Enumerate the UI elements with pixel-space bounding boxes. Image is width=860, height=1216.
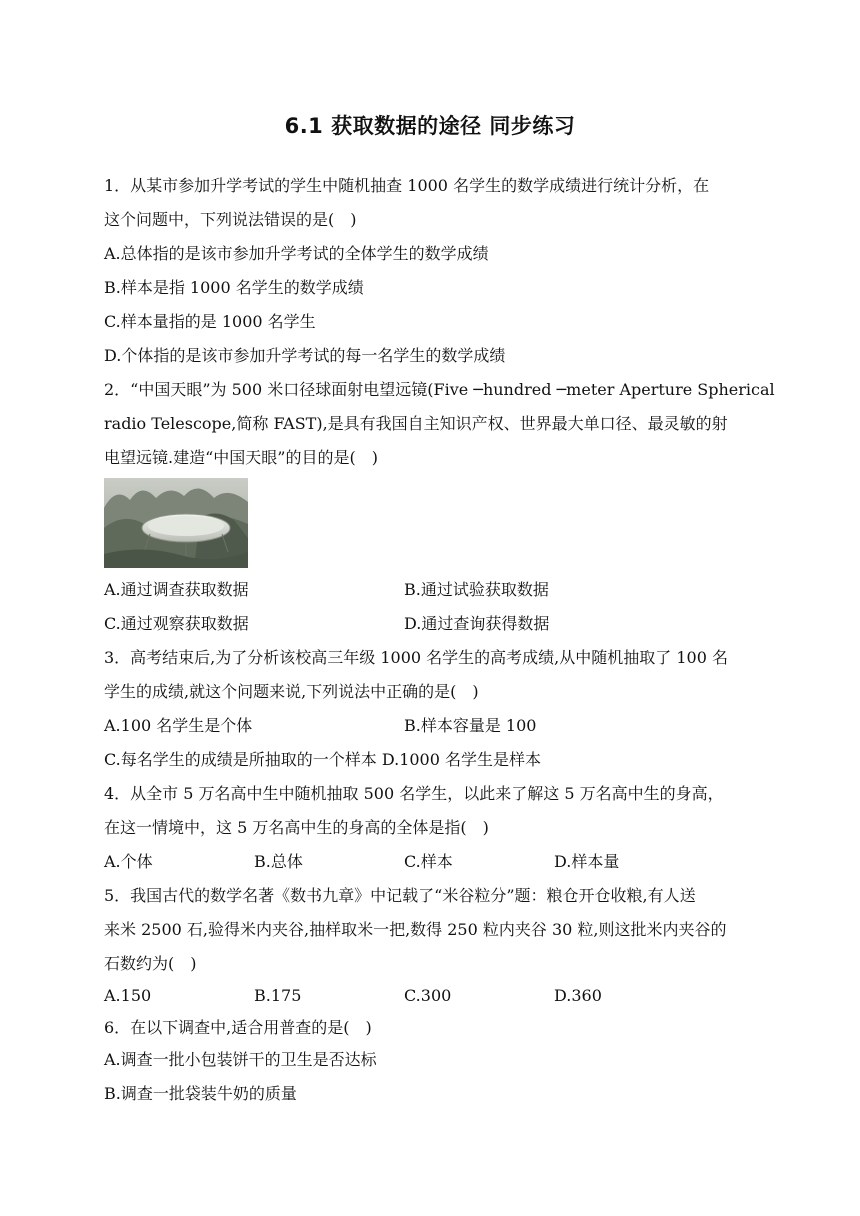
q2-option-b: B.通过试验获取数据 [404, 580, 549, 599]
q5-option-c: C.300 [404, 986, 452, 1005]
q6-option-a: A.调查一批小包装饼干的卫生是否达标 [104, 1050, 377, 1069]
q3-option-a: A.100 名学生是个体 [104, 716, 253, 735]
q1-option-b: B.样本是指 1000 名学生的数学成绩 [104, 278, 364, 297]
q2-stem-line2: radio Telescope,简称 FAST),是具有我国自主知识产权、世界最大单口径、最灵敏的射 [104, 414, 728, 433]
q3-stem-line1: 3．高考结束后,为了分析该校高三年级 1000 名学生的高考成绩,从中随机抽取了 100 名 [104, 648, 728, 667]
q1-stem-line1: 1．从某市参加升学考试的学生中随机抽查 1000 名学生的数学成绩进行统计分析，在 [104, 176, 710, 195]
q4-option-d: D.样本量 [554, 852, 620, 871]
q3-option-b: B.样本容量是 100 [404, 716, 537, 735]
q5-stem-line1: 5．我国古代的数学名著《数书九章》中记载了“米谷粒分”题：粮仓开仓收粮,有人送 [104, 886, 696, 905]
q5-option-b: B.175 [254, 986, 302, 1005]
q3-stem-line2: 学生的成绩,就这个问题来说,下列说法中正确的是( ) [104, 682, 479, 701]
q1-option-d: D.个体指的是该市参加升学考试的每一名学生的数学成绩 [104, 346, 506, 365]
q1-option-c: C.样本量指的是 1000 名学生 [104, 312, 316, 331]
fast-telescope-photo [104, 478, 248, 568]
q1-option-a: A.总体指的是该市参加升学考试的全体学生的数学成绩 [104, 244, 489, 263]
q5-option-a: A.150 [104, 986, 152, 1005]
q6-stem-line1: 6．在以下调查中,适合用普查的是( ) [104, 1018, 372, 1037]
q4-stem-line2: 在这一情境中，这 5 万名高中生的身高的全体是指( ) [104, 818, 489, 837]
q1-stem-line2: 这个问题中，下列说法错误的是( ) [104, 210, 357, 229]
q5-stem-line2: 来米 2500 石,验得米内夹谷,抽样取米一把,数得 250 粒内夹谷 30 粒,则这批米内夹谷的 [104, 920, 727, 939]
q4-option-c: C.样本 [404, 852, 453, 871]
q4-option-a: A.个体 [104, 852, 153, 871]
q2-stem-line1: 2．“中国天眼”为 500 米口径球面射电望远镜(Five ─hundred ─meter Aperture Spherical [104, 380, 775, 399]
q5-stem-line3: 石数约为( ) [104, 954, 197, 973]
q2-option-a: A.通过调查获取数据 [104, 580, 249, 599]
q4-option-b: B.总体 [254, 852, 303, 871]
q5-option-d: D.360 [554, 986, 602, 1005]
q3-option-cd: C.每名学生的成绩是所抽取的一个样本 D.1000 名学生是样本 [104, 750, 541, 769]
q2-option-c: C.通过观察获取数据 [104, 614, 249, 633]
q2-stem-line3: 电望远镜.建造“中国天眼”的目的是( ) [104, 448, 378, 467]
q6-option-b: B.调查一批袋装牛奶的质量 [104, 1084, 297, 1103]
q2-option-d: D.通过查询获得数据 [404, 614, 550, 633]
q4-stem-line1: 4．从全市 5 万名高中生中随机抽取 500 名学生，以此来了解这 5 万名高中生的身高， [104, 784, 724, 803]
page-title: 6.1 获取数据的途径 同步练习 [284, 114, 576, 138]
